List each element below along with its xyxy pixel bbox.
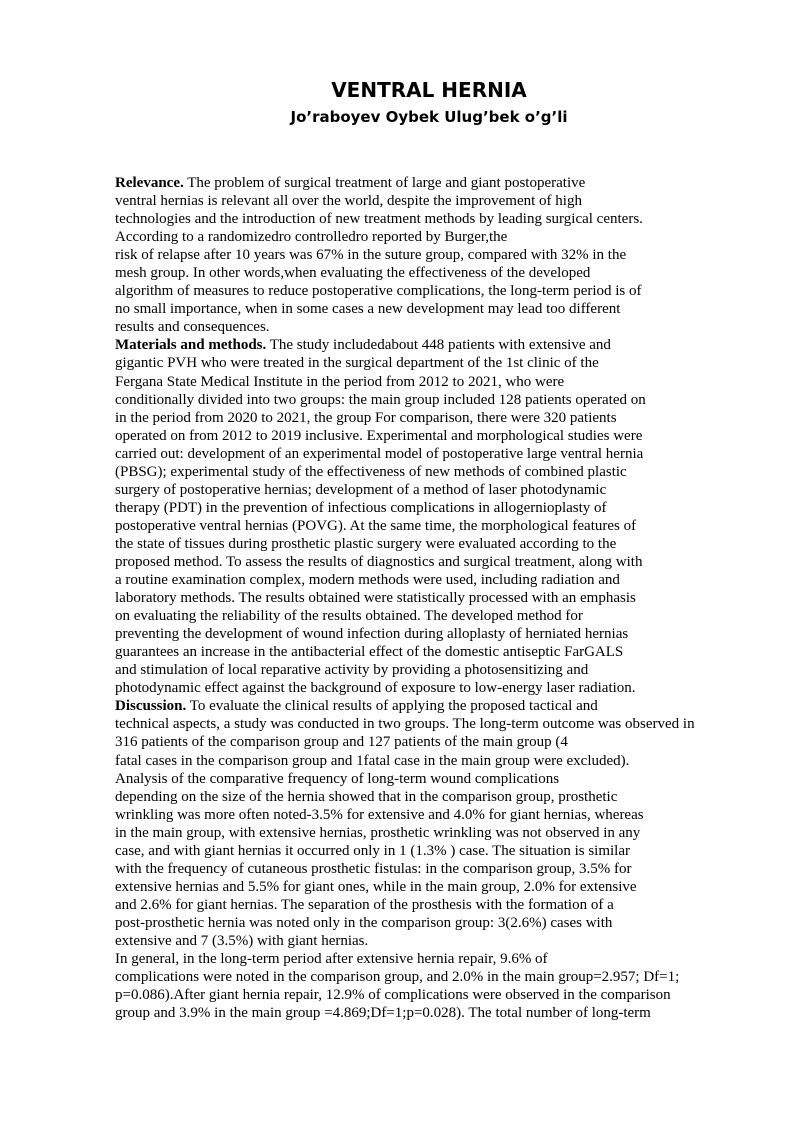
discussion-line: wrinkling was more often noted-3.5% for extensive and 4.0% for giant hernias, whereas [115,806,644,823]
methods-line: (PBSG); experimental study of the effectiveness of new methods of combined plastic [115,463,627,480]
discussion-line: and 2.6% for giant hernias. The separation of the prosthesis with the formation of a [115,896,614,913]
methods-line: and stimulation of local reparative activity by providing a photosensitizing and [115,662,589,679]
discussion-line: fatal cases in the comparison group and 1fatal case in the main group were excluded). [115,752,630,769]
methods-line: therapy (PDT) in the prevention of infectious complications in allogernioplasty of [115,499,607,516]
discussion-line: p=0.086).After giant hernia repair, 12.9% of complications were observed in the comparison [115,987,671,1004]
methods-line-0 [115,336,755,354]
relevance-heading: Relevance. [115,175,184,191]
relevance-line: According to a randomizedro controlledro reported by Burger,the [115,229,508,246]
methods-line: laboratory methods. The results obtained were statistically processed with an emphasis [115,590,636,607]
paper-author: Jo’raboyev Oybek Ulug’bek o’g’li [290,108,568,126]
methods-line: photodynamic effect against the background of exposure to low-energy laser radiation. [115,680,636,697]
discussion-line: group and 3.9% in the main group =4.869;Df=1;p=0.028). The total number of long-term [115,1005,651,1022]
paper-title: VENTRAL HERNIA [331,78,527,102]
relevance-line: algorithm of measures to reduce postoperative complications, the long-term period is of [115,283,642,300]
relevance-text: The problem of surgical treatment of large and giant postoperative [183,175,586,191]
methods-line: conditionally divided into two groups: the main group included 128 patients operated on [115,391,646,408]
methods-line: preventing the development of wound infection during alloplasty of herniated hernias [115,626,629,643]
methods-line: the state of tissues during prosthetic plastic surgery were evaluated according to the [115,535,617,552]
discussion-line: case, and with giant hernias it occurred only in 1 (1.3% ) case. The situation is similar [115,842,631,859]
relevance-line-0 [115,174,755,192]
methods-line: surgery of postoperative hernias; development of a method of laser photodynamic [115,481,607,498]
discussion-line: Analysis of the comparative frequency of long-term wound complications [115,770,560,787]
methods-line: proposed method. To assess the results of diagnostics and surgical treatment, along with [115,553,643,570]
methods-line: operated on from 2012 to 2019 inclusive. Experimental and morphological studies were [115,427,643,444]
discussion-line: 316 patients of the comparison group and 127 patients of the main group (4 [115,734,568,751]
discussion-line: extensive hernias and 5.5% for giant ones, while in the main group, 2.0% for extensive [115,878,637,895]
paper-body [115,174,755,1022]
methods-line: postoperative ventral hernias (POVG). At the same time, the morphological features of [115,517,637,534]
relevance-line: no small importance, when in some cases a new development may lead too different [115,301,621,318]
methods-line: on evaluating the reliability of the results obtained. The developed method for [115,608,583,625]
discussion-line: in the main group, with extensive hernias, prosthetic wrinkling was not observed in any [115,824,641,841]
methods-heading: Materials and methods. [115,337,267,354]
relevance-line: ventral hernias is relevant all over the world, despite the improvement of high [115,193,582,210]
methods-line: in the period from 2020 to 2021, the group For comparison, there were 320 patients [115,409,617,426]
methods-line: carried out: development of an experimental model of postoperative large ventral hernia [115,445,644,462]
relevance-line: results and consequences. [115,319,270,336]
discussion-line: In general, in the long-term period after extensive hernia repair, 9.6% of [115,951,548,968]
methods-line: a routine examination complex, modern methods were used, including radiation and [115,572,620,589]
methods-line: guarantees an increase in the antibacterial effect of the domestic antiseptic FarGALS [115,644,624,661]
methods-line: Fergana State Medical Institute in the period from 2012 to 2021, who were [115,373,565,390]
discussion-line: depending on the size of the hernia showed that in the comparison group, prosthetic [115,788,618,805]
methods-text: The study includedabout 448 patients with extensive and [266,337,611,354]
discussion-line: complications were noted in the comparison group, and 2.0% in the main group=2.957; Df=1; [115,969,680,986]
discussion-line: post-prosthetic hernia was noted only in the comparison group: 3(2.6%) cases with [115,914,613,931]
discussion-line: technical aspects, a study was conducted in two groups. The long-term outcome was observed in [115,716,695,733]
relevance-line: mesh group. In other words,when evaluating the effectiveness of the developed [115,265,591,282]
discussion-line: with the frequency of cutaneous prosthetic fistulas: in the comparison group, 3.5% for [115,860,632,877]
relevance-line: technologies and the introduction of new treatment methods by leading surgical centers. [115,211,643,228]
discussion-line-0 [115,697,755,715]
discussion-heading: Discussion. [115,698,187,715]
methods-line: gigantic PVH who were treated in the surgical department of the 1st clinic of the [115,355,599,372]
discussion-line: extensive and 7 (3.5%) with giant hernias. [115,932,369,949]
discussion-text: To evaluate the clinical results of applying the proposed tactical and [186,698,598,715]
relevance-line: risk of relapse after 10 years was 67% in the suture group, compared with 32% in the [115,247,627,264]
